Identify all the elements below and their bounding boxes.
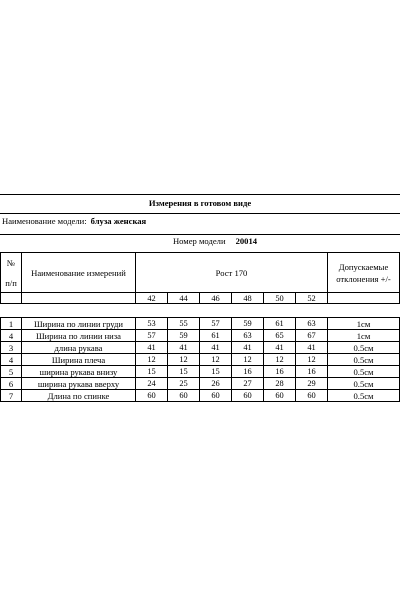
model-name-value: блуза женская	[90, 215, 147, 226]
col-tolerance-line2: отклонения +/-	[336, 273, 391, 284]
col-height-header: Рост 170	[136, 252, 328, 292]
row-name: Ширина плеча	[22, 354, 136, 366]
sizes-row-tol	[328, 292, 400, 304]
row-value: 41	[232, 342, 264, 354]
row-value: 12	[232, 354, 264, 366]
row-value: 24	[136, 378, 168, 390]
row-value: 25	[168, 378, 200, 390]
row-value: 15	[168, 366, 200, 378]
row-value: 15	[200, 366, 232, 378]
size-42: 42	[136, 292, 168, 304]
row-value: 59	[168, 330, 200, 342]
col-tolerance-header	[328, 252, 400, 292]
row-value: 41	[296, 342, 328, 354]
row-value: 60	[168, 390, 200, 402]
model-number-label: Номер модели	[172, 235, 226, 246]
row-value: 41	[200, 342, 232, 354]
row-value: 60	[200, 390, 232, 402]
row-tolerance: 0.5см	[328, 390, 400, 402]
row-value: 60	[296, 390, 328, 402]
row-name: Ширина по линии груди	[22, 318, 136, 330]
size-50: 50	[264, 292, 296, 304]
col-name-header: Наименование измерений	[22, 252, 136, 292]
sizes-row-no	[0, 292, 22, 304]
size-52: 52	[296, 292, 328, 304]
row-value: 12	[136, 354, 168, 366]
row-value: 27	[232, 378, 264, 390]
row-tolerance: 0.5см	[328, 366, 400, 378]
row-value: 55	[168, 318, 200, 330]
row-value: 53	[136, 318, 168, 330]
row-value: 61	[264, 318, 296, 330]
row-value: 26	[200, 378, 232, 390]
row-value: 59	[232, 318, 264, 330]
row-value: 41	[264, 342, 296, 354]
row-value: 12	[200, 354, 232, 366]
row-name: ширина рукава внизу	[22, 366, 136, 378]
size-44: 44	[168, 292, 200, 304]
model-number-row	[0, 234, 400, 246]
row-value: 60	[136, 390, 168, 402]
col-no-line1: №	[6, 257, 16, 268]
row-value: 63	[296, 318, 328, 330]
row-value: 65	[264, 330, 296, 342]
row-value: 16	[264, 366, 296, 378]
row-name: длина рукава	[22, 342, 136, 354]
row-value: 41	[168, 342, 200, 354]
row-name: Ширина по линии низа	[22, 330, 136, 342]
row-value: 12	[296, 354, 328, 366]
row-value: 15	[136, 366, 168, 378]
sheet-title: Измерения в готовом виде	[0, 194, 400, 210]
row-value: 41	[136, 342, 168, 354]
row-tolerance: 0.5см	[328, 342, 400, 354]
row-no: 4	[0, 354, 22, 366]
row-value: 60	[232, 390, 264, 402]
row-value: 29	[296, 378, 328, 390]
row-no: 3	[0, 342, 22, 354]
row-value: 16	[296, 366, 328, 378]
col-no-header	[0, 252, 22, 292]
row-value: 61	[200, 330, 232, 342]
size-48: 48	[232, 292, 264, 304]
row-no: 7	[0, 390, 22, 402]
row-value: 63	[232, 330, 264, 342]
row-tolerance: 1см	[328, 330, 400, 342]
row-tolerance: 0.5см	[328, 378, 400, 390]
spacer-row	[0, 304, 400, 318]
row-value: 28	[264, 378, 296, 390]
row-name: Длина по спинке	[22, 390, 136, 402]
col-no-line2: п/п	[5, 277, 17, 288]
row-tolerance: 1см	[328, 318, 400, 330]
col-tolerance-line1: Допускаемые	[338, 261, 389, 272]
row-no: 5	[0, 366, 22, 378]
row-value: 16	[232, 366, 264, 378]
model-name-row	[0, 213, 400, 227]
row-value: 12	[168, 354, 200, 366]
row-tolerance: 0.5см	[328, 354, 400, 366]
row-no: 1	[0, 318, 22, 330]
sizes-row-name	[22, 292, 136, 304]
model-number-value: 20014	[235, 235, 258, 246]
model-name-label: Наименование модели:	[2, 215, 87, 226]
row-value: 67	[296, 330, 328, 342]
row-value: 12	[264, 354, 296, 366]
row-value: 57	[200, 318, 232, 330]
row-value: 57	[136, 330, 168, 342]
row-name: ширина рукава вверху	[22, 378, 136, 390]
row-no: 6	[0, 378, 22, 390]
row-no: 4	[0, 330, 22, 342]
row-value: 60	[264, 390, 296, 402]
size-46: 46	[200, 292, 232, 304]
